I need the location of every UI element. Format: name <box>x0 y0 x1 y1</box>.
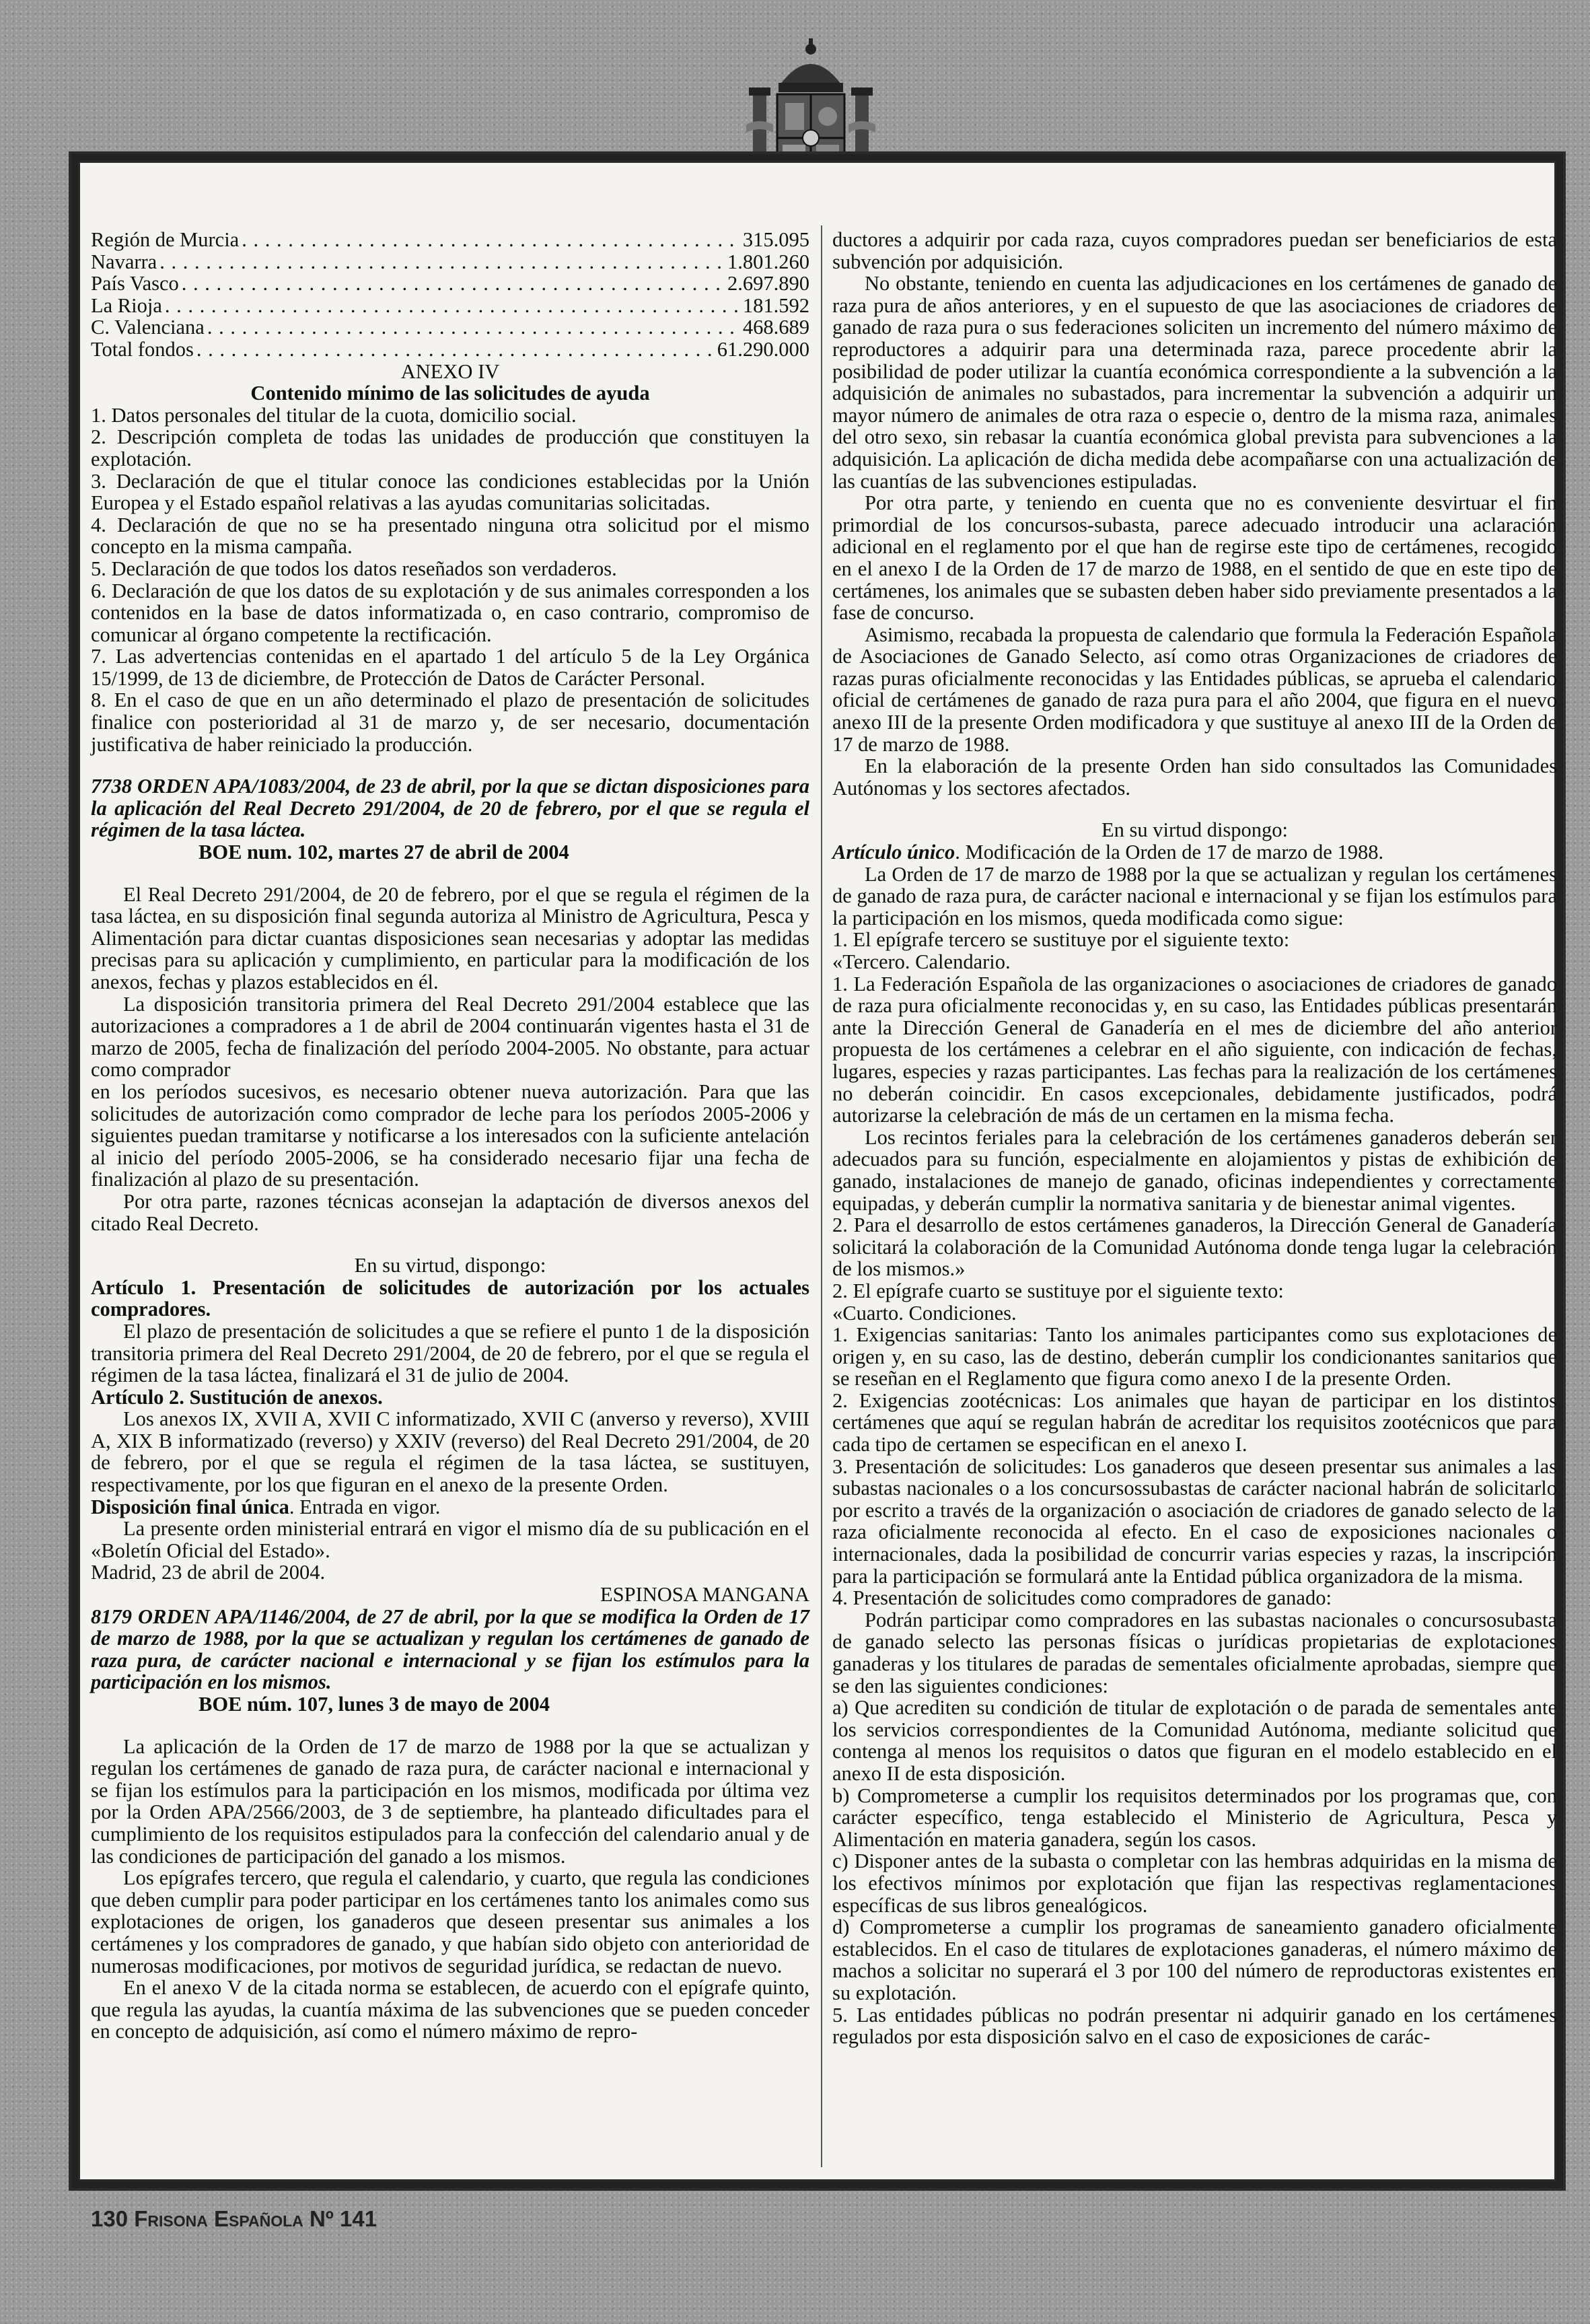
fund-region: Total fondos <box>91 337 194 361</box>
issue-number: Nº 141 <box>309 2206 377 2231</box>
fund-row <box>91 316 809 339</box>
paragraph: 3. Presentación de solicitudes: Los ganaderos que deseen presentar sus animales a las subastas nacionales o a los concursossubastas de carácter nacional habrán de solicitarlo por escrito a través de la organización o asociación de criadores de ganado selecto de la raza oficialmente reconocida al efecto. En el caso de exposiciones nacionales o internacionales, dada la posibilidad de concurrir varias especies y razas, la inscripción para la participación se formulará ante la Entidad pública organizadora de la misma. <box>832 1454 1557 1588</box>
paragraph: La Orden de 17 de marzo de 1988 por la que se actualizan y regulan los certámenes de ganado de raza pura, de carácter nacional e internacional y se fijan los estímulos para la participación en los mismos, queda modificada como sigue: <box>832 862 1557 929</box>
page-footer <box>91 2206 377 2232</box>
annex-title: ANEXO IV <box>400 359 500 383</box>
paragraph: en los períodos sucesivos, es necesario obtener nueva autorización. Para que las solicitudes de autorización como comprador de leche para los períodos 2005-2006 y siguientes puedan tramitarse y notificarse a los interesados con la suficiente antelación al inicio del período 2005-2006, se ha considerado necesario fijar una fecha de finalización al plazo de su presentación. <box>91 1080 809 1191</box>
fund-row <box>91 295 809 317</box>
paragraph: b) Comprometerse a cumplir los requisitos determinados por los programas que, con carácter específico, tenga establecido el Ministerio de Agricultura, Pesca y Alimentación en materia ganadera, según los casos. <box>832 1784 1557 1851</box>
article-title: Artículo único <box>832 841 955 864</box>
paragraph: Los recintos feriales para la celebración de los certámenes ganaderos deberán ser adecuados para su función, especialmente en alojamientos y pistas de exhibición de ganado, instalaciones de manejo de ganado, oficinas independientes y correctamente equipadas, y deberán cumplir la normativa sanitaria y de bienestar animal vigentes. <box>832 1125 1557 1215</box>
paragraph: 2. El epígrafe cuarto se sustituye por el siguiente texto: <box>832 1279 1284 1302</box>
annex-subtitle: Contenido mínimo de las solicitudes de ayuda <box>250 382 650 405</box>
paragraph: c) Disponer antes de la subasta o completar con las hembras adquiridas en la misma de los efectivos mínimos por explotación que fijan las respectivas reglamentaciones específicas de sus libros genealógicos. <box>832 1850 1557 1917</box>
signature: ESPINOSA MANGANA <box>600 1583 809 1607</box>
article-subject: . Modificación de la Orden de 17 de marzo de 1988. <box>955 841 1384 864</box>
right-column <box>832 229 1557 2048</box>
fund-amount: 181.592 <box>742 293 809 317</box>
fund-row <box>91 229 809 251</box>
fund-row <box>91 251 809 273</box>
paragraph: El Real Decreto 291/2004, de 20 de febrero, por el que se regula el régimen de la tasa láctea, en su disposición final segunda autoriza al Ministro de Agricultura, Pesca y Alimentación para dictar cuantas disposiciones sean necesarias y adoptar las medidas precisas para su aplicación y cumplimiento, en particular para la modificación de los anexos, fechas y plazos establecidos en él. <box>91 882 809 993</box>
fund-region: C. Valenciana <box>91 316 205 339</box>
fund-amount: 61.290.000 <box>717 337 809 361</box>
paragraph: d) Comprometerse a cumplir los programas de saneamiento ganadero oficialmente establecidos. En el caso de titulares de explotaciones ganaderas, el número máximo de machos a solicitar no superará el 3 por 100 del número de reproductoras existentes en su explotación. <box>832 1915 1557 2004</box>
fund-amount: 315.095 <box>742 228 809 251</box>
fund-region: País Vasco <box>91 272 179 295</box>
place-date: Madrid, 23 de abril de 2004. <box>91 1561 326 1584</box>
paragraph: Por otra parte, razones técnicas aconsejan la adaptación de diversos anexos del citado Real Decreto. <box>91 1189 809 1235</box>
fund-region: La Rioja <box>91 293 162 317</box>
fund-row <box>91 339 809 361</box>
order-number: 8179 <box>91 1605 132 1628</box>
article-title: Artículo 2. Sustitución de anexos. <box>91 1385 383 1409</box>
paragraph: La presente orden ministerial entrará en vigor el mismo día de su publicación en el «Boletín Oficial del Estado». <box>91 1517 809 1562</box>
paragraph: 1. El epígrafe tercero se sustituye por el siguiente texto: <box>832 928 1290 952</box>
final-provision-subject: . Entrada en vigor. <box>289 1495 441 1518</box>
left-column <box>91 229 809 2043</box>
paragraph: 4. Presentación de solicitudes como compradores de ganado: <box>832 1586 1332 1610</box>
fund-amount: 2.697.890 <box>727 272 809 295</box>
page-number: 130 <box>91 2206 129 2231</box>
paragraph: ductores a adquirir por cada raza, cuyos compradores puedan ser beneficiarios de esta subvención por adquisición. <box>832 228 1557 273</box>
annex-item: 5. Declaración de que todos los datos reseñados son verdaderos. <box>91 557 617 580</box>
magazine-name: Frisona Española <box>134 2206 303 2231</box>
fund-amount: 1.801.260 <box>727 250 809 273</box>
column-divider <box>821 225 822 2167</box>
order-heading <box>91 1606 809 1693</box>
paragraph: Los epígrafes tercero, que regula el calendario, y cuarto, que regula las condiciones que deben cumplir para poder participar en los certámenes tanto los animales como sus explotaciones de origen, los ganaderos que deseen presentar sus animales a los certámenes y los compradores de ganado, y que habían sido objeto con anterioridad de numerosas modificaciones, por motivos de seguridad jurídica, se redactan de nuevo. <box>91 1866 809 1977</box>
paragraph: En el anexo V de la citada norma se establecen, de acuerdo con el epígrafe quinto, que regula las ayudas, la cuantía máxima de las subvenciones que se pueden conceder en concepto de adquisición, así como el número máximo de repro- <box>91 1976 809 2043</box>
paragraph: En la elaboración de la presente Orden han sido consultados las Comunidades Autónomas y los sectores afectados. <box>832 754 1557 800</box>
paragraph: El plazo de presentación de solicitudes a que se refiere el punto 1 de la disposición transitoria primera del Real Decreto 291/2004, de 20 de febrero, por el que se regula el régimen de la tasa láctea, finalizará el 31 de julio de 2004. <box>91 1319 809 1387</box>
annex-item: 8. En el caso de que en un año determinado el plazo de presentación de solicitudes finalice con posterioridad al 31 de marzo y, de ser necesario, documentación justificativa de haber reiniciado la producción. <box>91 689 809 756</box>
paragraph: La aplicación de la Orden de 17 de marzo de 1988 por la que se actualizan y regulan los certámenes de ganado de raza pura, de carácter nacional e internacional y se fijan los estímulos para la participación en los mismos, modificada por última vez por la Orden APA/2566/2003, de 3 de septiembre, ha planteado dificultades para el cumplimiento de los requisitos estipulados para la confección del calendario anual y de las condiciones de participación del ganado a los mismos. <box>91 1734 809 1868</box>
annex-item: 4. Declaración de que no se ha presentado ninguna otra solicitud por el mismo concepto en la misma campaña. <box>91 513 809 559</box>
final-provision <box>91 1496 809 1518</box>
final-provision-title: Disposición final única <box>91 1495 289 1518</box>
order-number: 7738 <box>91 775 132 798</box>
paragraph: 1. La Federación Española de las organizaciones o asociaciones de criadores de ganado de raza pura oficialmente reconocidas y, en su caso, las Entidades públicas presentarán ante la Dirección General de Ganadería en el mes de diciembre del año anterior propuesta de los certámenes a celebrar en el año siguiente, con indicación de fechas, lugares, especies y razas participantes. Las fechas para la realización de los certámenes no deberán coincidir. En casos excepcionales, debidamente justificados, podrá autorizarse la celebración de más de un certamen en la misma fecha. <box>832 972 1557 1127</box>
paragraph: 2. Para el desarrollo de estos certámenes ganaderos, la Dirección General de Ganadería solicitará la colaboración de la Comunidad Autónoma donde tenga lugar la celebración de los mismos.» <box>832 1213 1557 1281</box>
paragraph: Podrán participar como compradores en las subastas nacionales o concursosubasta de ganado selecto las personas físicas o jurídicas propietarias de explotaciones ganaderas y los titulares de paradas de sementales oficialmente aprobadas, siempre que se den las siguientes condiciones: <box>832 1608 1557 1697</box>
boe-reference: BOE núm. 107, lunes 3 de mayo de 2004 <box>198 1693 550 1716</box>
paragraph: Los anexos IX, XVII A, XVII C informatizado, XVII C (anverso y reverso), XVIII A, XIX B informatizado (reverso) y XXIV (reverso) del Real Decreto 291/2004, de 20 de febrero, por el que se regula el régimen de la tasa láctea, se sustituyen, respectivamente, por los que figuran en el anexo de la presente Orden. <box>91 1407 809 1497</box>
annex-item: 1. Datos personales del titular de la cuota, domicilio social. <box>91 403 577 427</box>
paragraph: No obstante, teniendo en cuenta las adjudicaciones en los certámenes de ganado de raza pura de años anteriores, y en el supuesto de que las asociaciones de criadores de ganado de raza pura o sus federaciones soliciten un incremento del número máximo de reproductores a adquirir para una determinada raza, parece procedente abrir la posibilidad de poder utilizar la cuantía económica correspondiente a la subvención a la adquisición de animales no subastados, para incrementar la subvención a adquirir un mayor número de animales de otra raza o especie o, dentro de la misma raza, animales del otro sexo, sin rebasar la cuantía económica global prevista para subvenciones a la adquisición. La aplicación de dicha medida debe acompañarse con una actualización de las cuantías de las subvenciones estipuladas. <box>832 272 1557 493</box>
paragraph: Por otra parte, y teniendo en cuenta que no es conveniente desvirtuar el fin primordial de los concursos-subasta, parece adecuado introducir una aclaración adicional en el reglamento por el que han de regirse este tipo de certámenes, recogido en el anexo I de la Orden de 17 de marzo de 1988, en el sentido de que en este tipo de certámenes, los animales que se subasten deben haber sido previamente presentados a la fase de concurso. <box>832 491 1557 625</box>
annex-item: 3. Declaración de que el titular conoce las condiciones establecidas por la Unión Europea y el Estado español relativas a las ayudas comunitarias solicitadas. <box>91 469 809 515</box>
annex-item: 7. Las advertencias contenidas en el apartado 1 del artículo 5 de la Ley Orgánica 15/1999, de 13 de diciembre, de Protección de Datos de Carácter Personal. <box>91 645 809 690</box>
order-heading <box>91 775 809 841</box>
article-title: Artículo 1. Presentación de solicitudes de autorización por los actuales compradores. <box>91 1275 809 1321</box>
annex-item: 6. Declaración de que los datos de su explotación y de sus animales corresponden a los contenidos en la base de datos informatizada o, en caso contrario, compromiso de comunicar al órgano competente la rectificación. <box>91 579 809 646</box>
paragraph: La disposición transitoria primera del Real Decreto 291/2004 establece que las autorizaciones a compradores a 1 de abril de 2004 continuarán vigentes hasta el 31 de marzo de 2005, fecha de finalización del período 2004-2005. No obstante, para actuar como comprador <box>91 992 809 1082</box>
paragraph: 1. Exigencias sanitarias: Tanto los animales participantes como sus explotaciones de origen y, en su caso, las de destino, deberán cumplir los condicionantes sanitarios que se reseñan en el Reglamento que figura como anexo I de la presente Orden. <box>832 1323 1557 1390</box>
dispongo-line: En su virtud, dispongo: <box>354 1254 546 1277</box>
boe-reference: BOE num. 102, martes 27 de abril de 2004 <box>198 841 569 864</box>
paragraph: «Cuarto. Condiciones. <box>832 1301 1017 1325</box>
paragraph: 2. Exigencias zootécnicas: Los animales que hayan de participar en los distintos certámenes que aquí se regulan habrán de acreditar los requisitos zootécnicos que para cada tipo de certamen se especifican en el anexo I. <box>832 1388 1557 1456</box>
article-heading <box>832 841 1557 864</box>
paragraph: 5. Las entidades públicas no podrán presentar ni adquirir ganado en los certámenes regulados por esta disposición salvo en el caso de exposiciones de carác- <box>832 2003 1557 2049</box>
annex-item: 2. Descripción completa de todas las unidades de producción que constituyen la explotación. <box>91 425 809 470</box>
paragraph: Asimismo, recabada la propuesta de calendario que formula la Federación Española de Asociaciones de Ganado Selecto, así como otras Organizaciones de criadores de razas puras oficialmente reconocidas y las Entidades públicas, se aprueba el calendario oficial de certámenes de ganado de raza pura para el año 2004, que figura en el nuevo anexo III de la presente Orden modificadora y que sustituye al anexo III de la Orden de 17 de marzo de 1988. <box>832 623 1557 756</box>
order-title: ORDEN APA/1083/2004, de 23 de abril, por la que se dictan disposiciones para la aplicación del Real Decreto 291/2004, de 20 de febrero, por el que se regula el régimen de la tasa láctea. <box>91 775 810 842</box>
order-title: ORDEN APA/1146/2004, de 27 de abril, por la que se modifica la Orden de 17 de marzo de 1988, por la que se actualizan y regulan los certámenes de ganado de raza pura, de carácter nacional e internacional y se fijan los estímulos para la participación en los mismos. <box>91 1605 810 1694</box>
fund-region: Región de Murcia <box>91 228 240 251</box>
dispongo-line: En su virtud dispongo: <box>1101 818 1289 842</box>
fund-amount: 468.689 <box>742 316 809 339</box>
paragraph: «Tercero. Calendario. <box>832 950 1011 973</box>
fund-region: Navarra <box>91 250 157 273</box>
paragraph: a) Que acrediten su condición de titular de explotación o de parada de sementales ante los servicios correspondientes de la Comunidad Autónoma, mediante solicitud que contenga al menos los requisitos o datos que figuran en el modelo establecido en el anexo II de esta disposición. <box>832 1696 1557 1785</box>
fund-row <box>91 273 809 295</box>
funds-table <box>91 229 809 361</box>
